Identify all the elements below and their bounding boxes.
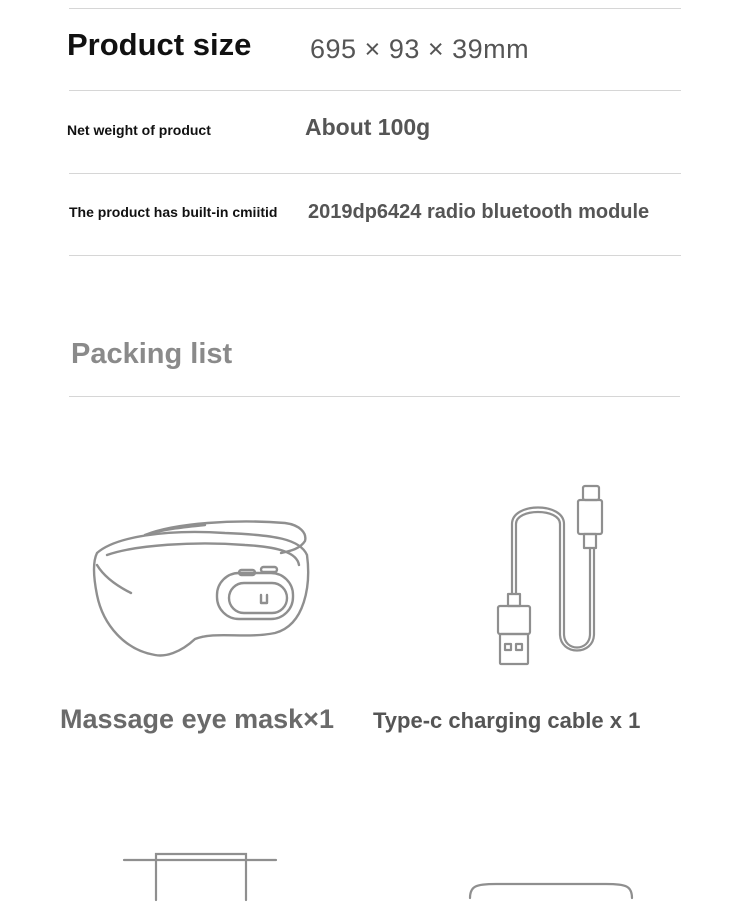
eye-mask-icon [85,515,315,665]
section-title-packing-list: Packing list [71,338,233,370]
spec-value-net-weight: About 100g [305,114,431,140]
pouch-outline-icon [466,880,636,900]
spec-label-net-weight: Net weight of product [67,122,211,138]
caption-eye-mask: Massage eye mask×1 [60,704,334,734]
usb-cable-icon [490,484,620,669]
spec-divider [69,173,681,174]
spec-value-product-size: 695 × 93 × 39mm [310,34,530,64]
spec-divider [69,90,681,91]
box-outline-icon [122,852,280,902]
top-divider [69,8,681,9]
caption-charging-cable: Type-c charging cable x 1 [373,708,641,733]
spec-label-cmiit: The product has built-in cmiitid [69,204,278,220]
spec-divider [69,255,681,256]
spec-value-cmiit: 2019dp6424 radio bluetooth module [308,201,650,223]
section-divider [69,396,680,397]
spec-label-product-size: Product size [67,27,252,62]
